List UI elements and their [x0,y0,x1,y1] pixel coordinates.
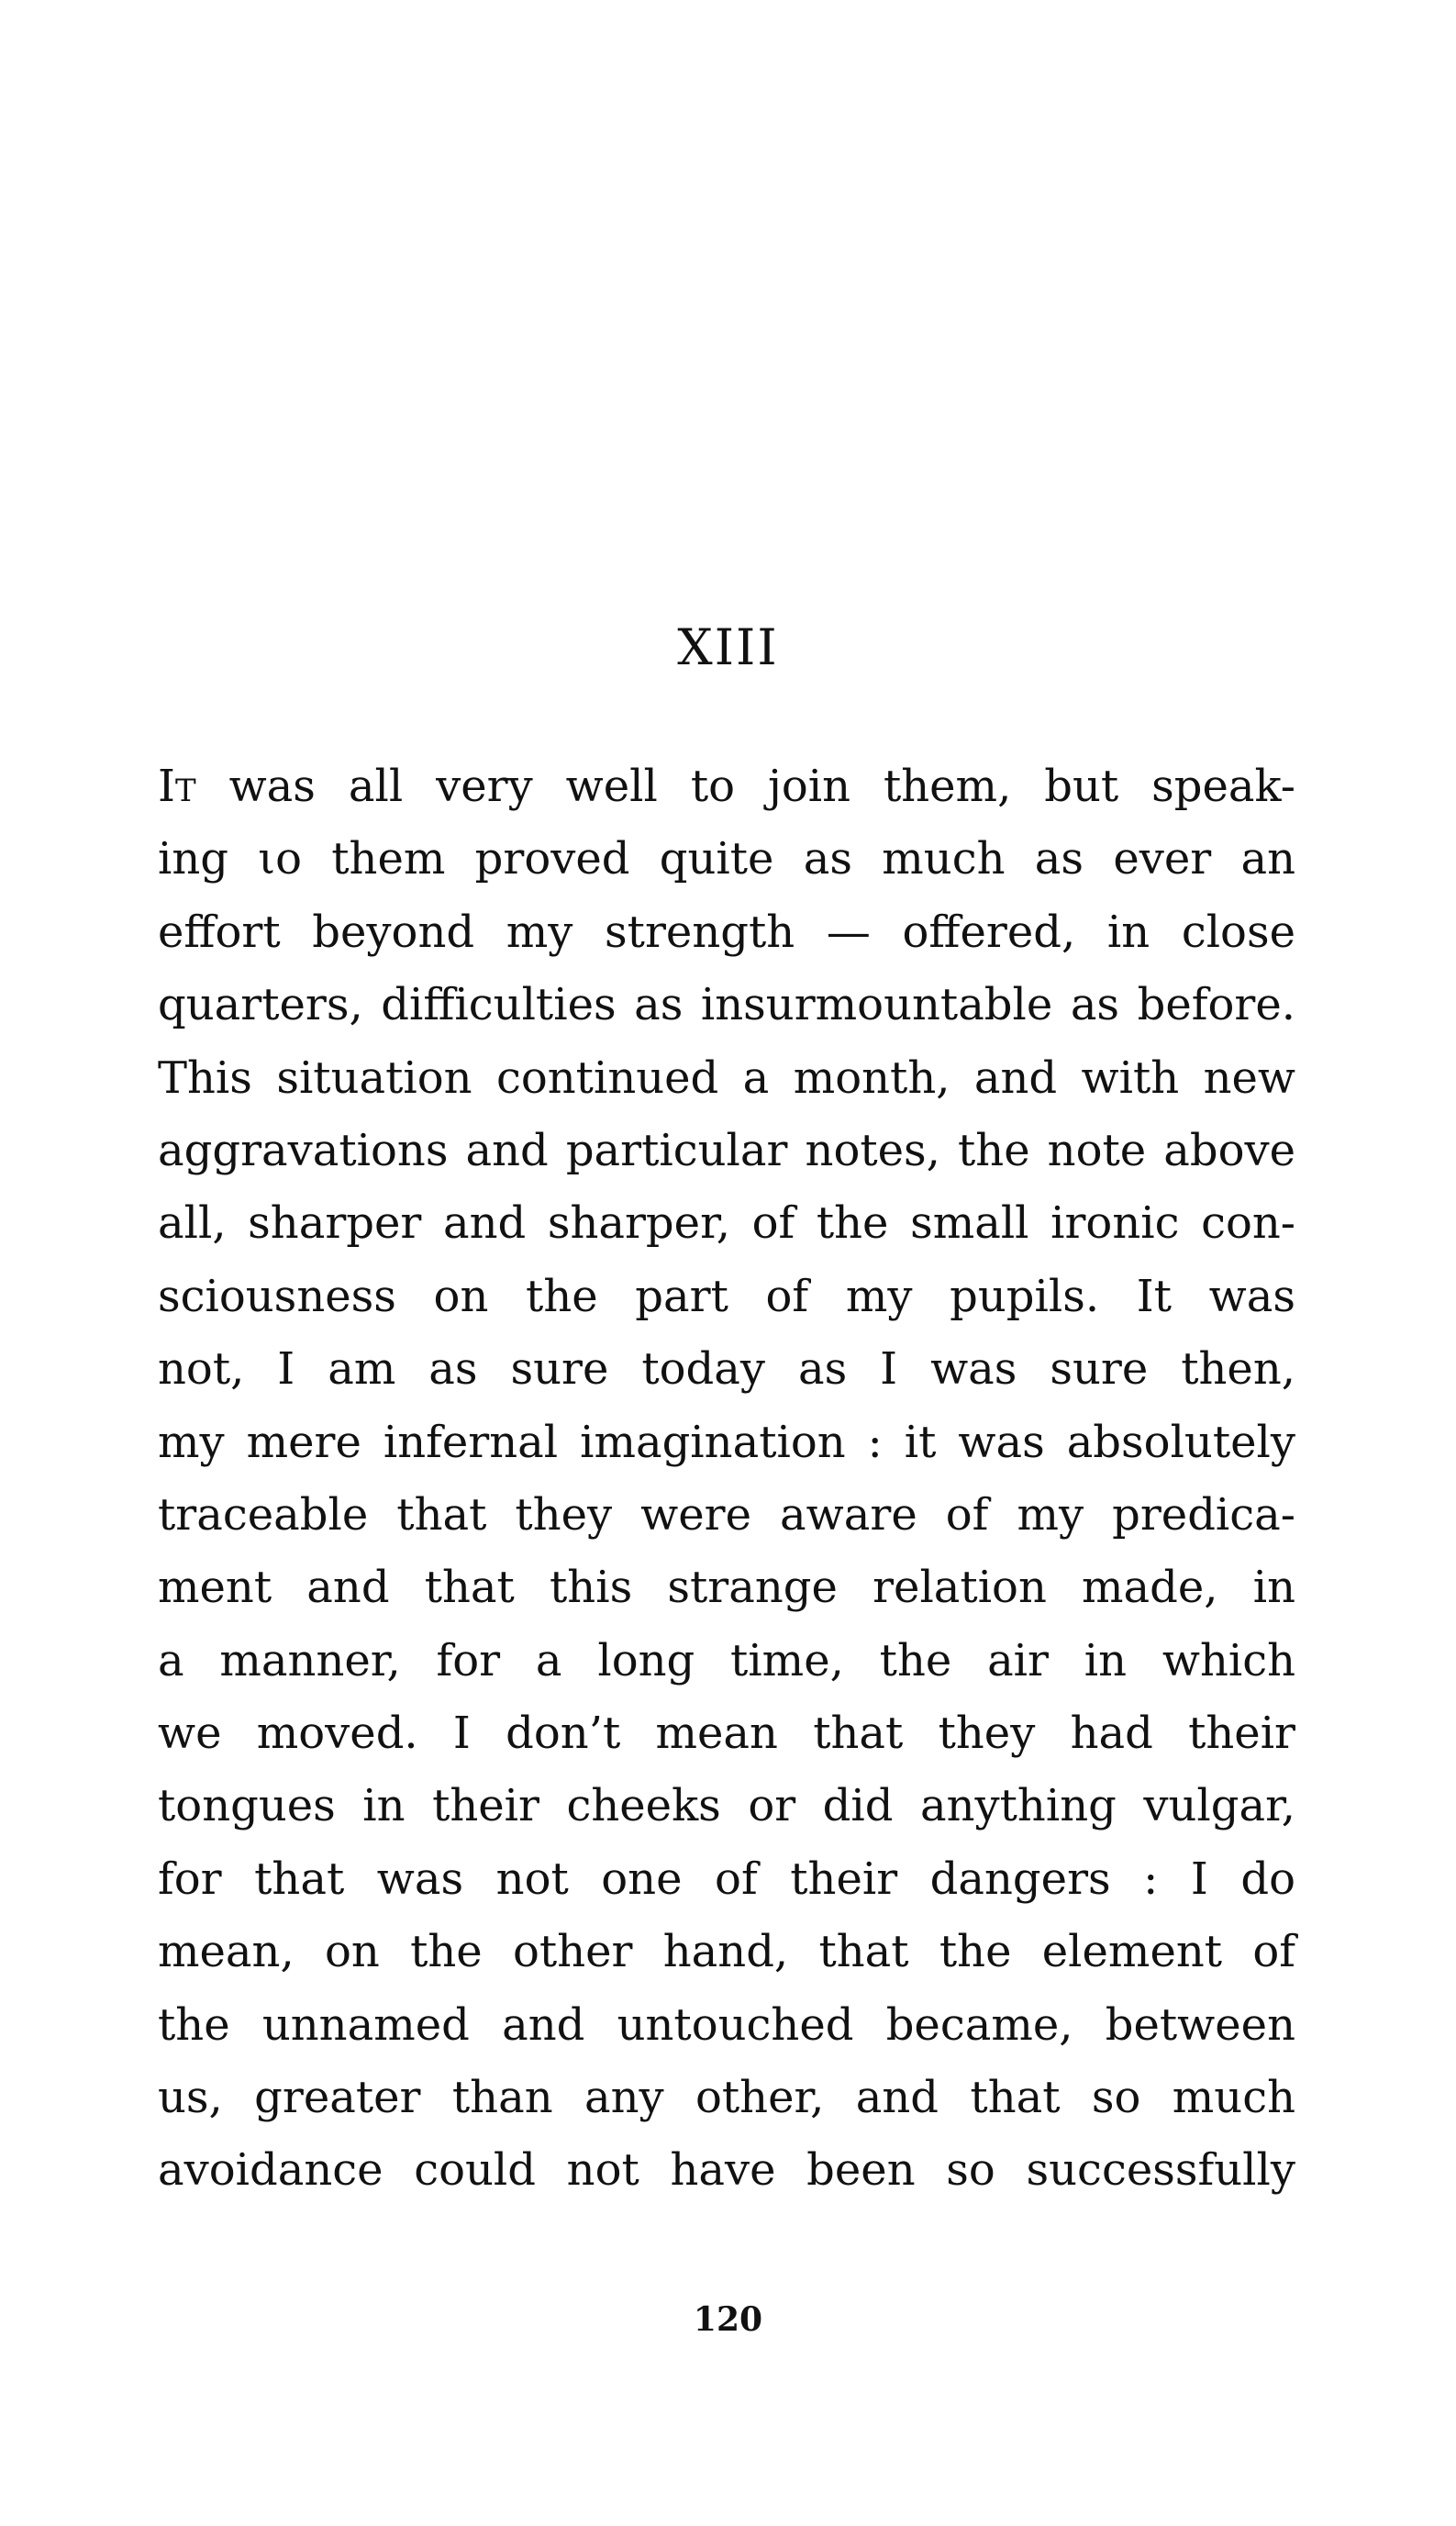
text-line: quarters, difficulties as insurmountable as before. [158,979,1295,1031]
text-line: we moved. I don’t mean that they had their [158,1708,1295,1760]
text-line: the unnamed and untouched became, between [158,1998,1295,2051]
text-line: sciousness on the part of my pupils. It was [158,1270,1295,1322]
text-line: for that was not one of their dangers : I do [158,1853,1295,1905]
text-line: This situation continued a month, and with new [158,1052,1295,1104]
opening-word: It [158,761,196,812]
text-line: a manner, for a long time, the air in which [158,1634,1295,1686]
text-line-content: was all very well to join them, but speak- [195,761,1295,812]
text-line: traceable that they were aware of my predica- [158,1488,1295,1541]
text-line: my mere infernal imagination : it was absolutely [158,1416,1295,1468]
text-line: us, greater than any other, and that so much [158,2072,1295,2124]
text-line: mean, on the other hand, that the element of [158,1926,1295,1978]
text-line: ment and that this strange relation made, in [158,1562,1295,1614]
body-text [158,751,1295,2208]
text-line: aggravations and particular notes, the note above [158,1124,1295,1176]
text-line [158,751,1295,823]
text-line: ing ιο them proved quite as much as ever an [158,833,1295,885]
text-line: avoidance could not have been so successfully [158,2144,1295,2197]
text-line: tongues in their cheeks or did anything vulgar, [158,1780,1295,1832]
chapter-heading: XIII [677,618,779,676]
text-line: effort beyond my strength — offered, in close [158,906,1295,958]
text-line: all, sharper and sharper, of the small ironic con- [158,1197,1295,1250]
text-line: not, I am as sure today as I was sure then, [158,1343,1295,1396]
page-number: 120 [693,2300,763,2339]
